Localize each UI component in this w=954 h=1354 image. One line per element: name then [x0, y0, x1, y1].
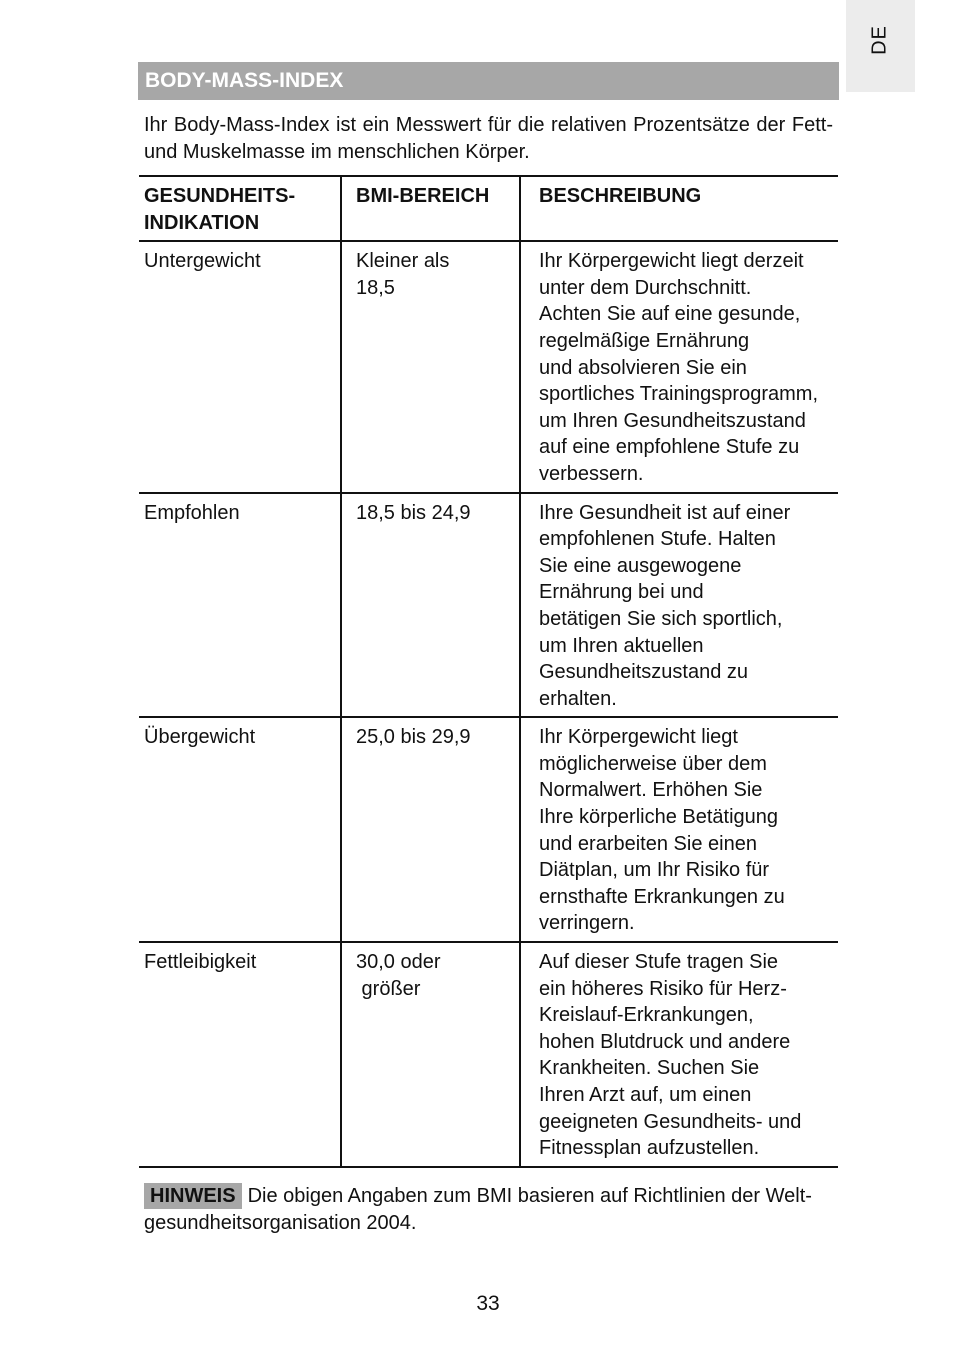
description-line: Kreislauf-Erkrankungen, — [539, 1004, 754, 1027]
description-line: Diätplan, um Ihr Risiko für — [539, 859, 770, 882]
bmi-range-line: 25,0 bis 29,9 — [356, 726, 471, 749]
bmi-range-line: 18,5 bis 24,9 — [356, 501, 471, 524]
description-line: sportliches Trainingsprogramm, — [539, 383, 818, 406]
description-line: auf eine empfohlene Stufe zu — [539, 436, 800, 459]
description-line: Ihre körperliche Betätigung — [539, 806, 779, 829]
language-tab-label: DE — [868, 25, 891, 55]
bmi-range-cell — [341, 241, 520, 492]
description-line: Fitnessplan aufzustellen. — [539, 1137, 760, 1160]
table-body — [139, 241, 838, 1167]
table-row — [139, 493, 838, 718]
page-number: 33 — [476, 1292, 500, 1315]
section-title: BODY-MASS-INDEX — [145, 69, 344, 92]
table-row — [139, 942, 838, 1167]
language-tab — [846, 0, 915, 92]
bmi-table — [139, 175, 838, 1168]
description-cell — [520, 241, 838, 492]
description-line: Ihre Gesundheit ist auf einer — [539, 501, 791, 524]
table-row — [139, 717, 838, 942]
note-text: Die obigen Angaben zum BMI basieren auf Richtlinien der Welt-gesundheitsorganisation 2004. — [144, 1185, 812, 1234]
bmi-range-line: größer — [356, 977, 421, 1000]
bmi-range-cell — [341, 493, 520, 718]
note — [144, 1183, 844, 1237]
description-line: unter dem Durchschnitt. — [539, 276, 752, 299]
section-header — [138, 62, 839, 100]
description-line: und erarbeiten Sie einen — [539, 832, 757, 855]
description-cell — [520, 493, 838, 718]
description-line: Ihr Körpergewicht liegt — [539, 726, 738, 749]
description-line: hohen Blutdruck und andere — [539, 1030, 791, 1053]
health-indication-cell: Übergewicht — [139, 717, 341, 942]
description-line: und absolvieren Sie ein — [539, 356, 747, 379]
description-line: Krankheiten. Suchen Sie — [539, 1057, 760, 1080]
description-line: Normalwert. Erhöhen Sie — [539, 779, 763, 802]
note-badge: HINWEIS — [144, 1183, 242, 1209]
description-line: Auf dieser Stufe tragen Sie — [539, 951, 779, 974]
description-line: Ihr Körpergewicht liegt derzeit — [539, 250, 804, 273]
description-line: erhalten. — [539, 687, 617, 710]
header-indication-line1: GESUNDHEITS- — [144, 185, 296, 207]
description-line: Sie eine ausgewogene — [539, 554, 742, 577]
health-indication-cell: Untergewicht — [139, 241, 341, 492]
description-line: Gesundheitszustand zu — [539, 661, 749, 684]
description-line: Ihren Arzt auf, um einen — [539, 1084, 752, 1106]
description-cell — [520, 717, 838, 942]
table-row — [139, 241, 838, 492]
bmi-range-line: 18,5 — [356, 276, 395, 299]
description-line: geeigneten Gesundheits- und — [539, 1110, 802, 1133]
health-indication-cell: Fettleibigkeit — [139, 942, 341, 1167]
table-header-row — [139, 176, 838, 241]
description-line: verbessern. — [539, 462, 644, 485]
bmi-range-cell — [341, 717, 520, 942]
description-line: betätigen Sie sich sportlich, — [539, 607, 783, 630]
description-line: regelmäßige Ernährung — [539, 329, 750, 352]
description-line: um Ihren aktuellen — [539, 634, 704, 657]
intro-paragraph: Ihr Body-Mass-Index ist ein Messwert für die relativen Prozentsätze der Fett- und Muskelmasse im menschlichen Körper. — [144, 114, 833, 163]
header-bmi-range: BMI-BEREICH — [341, 176, 520, 241]
description-line: ernsthafte Erkrankungen zu — [539, 885, 785, 908]
description-cell — [520, 942, 838, 1167]
bmi-range-line: 30,0 oder — [356, 951, 441, 974]
description-line: verringern. — [539, 912, 635, 935]
description-line: möglicherweise über dem — [539, 752, 767, 775]
health-indication-cell: Empfohlen — [139, 493, 341, 718]
header-indication-line2: INDIKATION — [144, 211, 260, 234]
description-line: Ernährung bei und — [539, 581, 704, 604]
description-line: ein höheres Risiko für Herz- — [539, 977, 787, 1000]
header-health-indication — [139, 176, 341, 241]
description-line: um Ihren Gesundheitszustand — [539, 409, 806, 432]
description-line: Achten Sie auf eine gesunde, — [539, 303, 801, 326]
bmi-range-line: Kleiner als — [356, 250, 450, 273]
description-line: empfohlenen Stufe. Halten — [539, 528, 776, 551]
bmi-range-cell — [341, 942, 520, 1167]
header-description: BESCHREIBUNG — [520, 176, 838, 241]
